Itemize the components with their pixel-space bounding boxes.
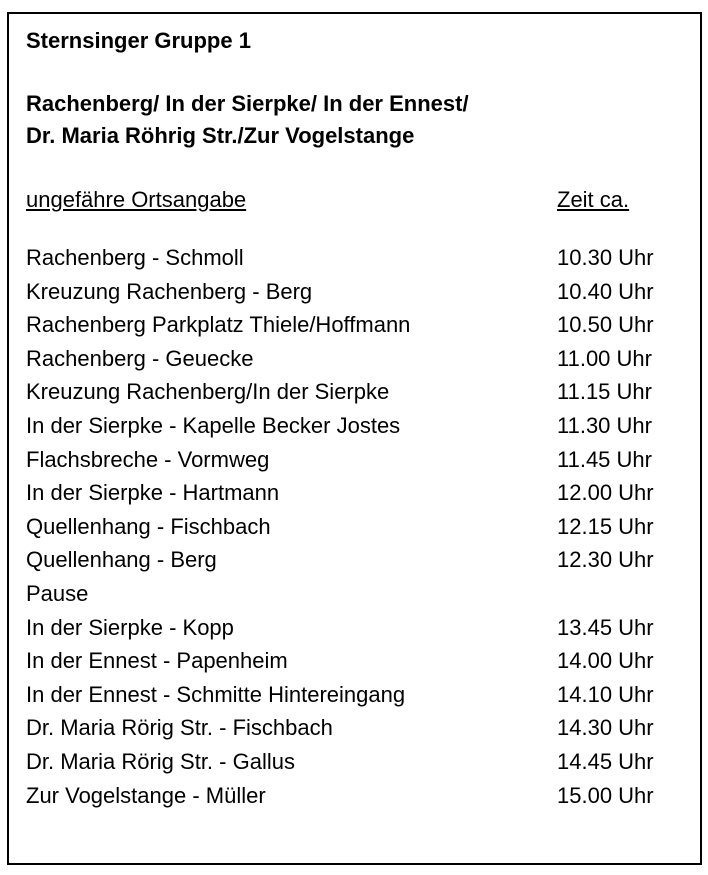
schedule-time: 11.45 Uhr: [557, 446, 652, 472]
schedule-place: Zur Vogelstange - Müller: [26, 782, 266, 808]
schedule-time: 10.30 Uhr: [557, 245, 654, 270]
schedule-time: 14.10 Uhr: [557, 681, 654, 707]
schedule-row: [26, 375, 686, 409]
schedule-time: 12.15 Uhr: [557, 513, 654, 539]
schedule-row: [26, 611, 686, 645]
schedule-place: Kreuzung Rachenberg - Berg: [26, 278, 313, 304]
schedule-row: [26, 241, 686, 275]
schedule-place: Dr. Maria Rörig Str. - Fischbach: [26, 715, 333, 741]
schedule-place: Rachenberg - Schmoll: [26, 245, 244, 270]
schedule-place: Dr. Maria Rörig Str. - Gallus: [26, 748, 295, 774]
schedule-place: Kreuzung Rachenberg/In der Sierpke: [26, 379, 390, 405]
schedule-row: [26, 342, 686, 376]
schedule-place: Quellenhang - Fischbach: [26, 513, 271, 539]
schedule-row: [26, 678, 686, 712]
schedule-row: [26, 275, 686, 309]
schedule-row: [26, 711, 686, 745]
schedule-row: [26, 308, 686, 342]
schedule-place: In der Ennest - Schmitte Hintereingang: [26, 681, 406, 707]
route-title-line-2: Dr. Maria Röhrig Str./Zur Vogelstange: [26, 123, 415, 148]
schedule-row: [26, 409, 686, 443]
schedule-place: Rachenberg - Geuecke: [26, 345, 254, 371]
schedule-row: [26, 510, 686, 544]
schedule-row: [26, 779, 686, 813]
schedule-row-pause: [26, 577, 686, 611]
schedule-row: [26, 745, 686, 779]
schedule-time: 12.30 Uhr: [557, 547, 654, 573]
route-title: [26, 88, 469, 152]
schedule-row: [26, 543, 686, 577]
schedule-time: 15.00 Uhr: [557, 782, 654, 808]
schedule-place: Flachsbreche - Vormweg: [26, 446, 270, 472]
schedule-time: 11.30 Uhr: [557, 412, 652, 438]
schedule-list: [26, 241, 686, 812]
schedule-time: 12.00 Uhr: [557, 480, 654, 506]
schedule-place: In der Sierpke - Kopp: [26, 614, 234, 640]
schedule-time: 13.45 Uhr: [557, 614, 654, 640]
schedule-time: 10.50 Uhr: [557, 312, 654, 338]
schedule-time: 11.00 Uhr: [557, 345, 652, 371]
column-header-time: Zeit ca.: [557, 187, 630, 212]
schedule-row: [26, 644, 686, 678]
schedule-place: Pause: [26, 580, 89, 606]
schedule-time: 10.40 Uhr: [557, 278, 654, 304]
schedule-place: In der Ennest - Papenheim: [26, 648, 288, 674]
schedule-row: [26, 476, 686, 510]
group-title: Sternsinger Gruppe 1: [26, 28, 251, 53]
schedule-time: 14.00 Uhr: [557, 648, 654, 674]
schedule-time: 11.15 Uhr: [557, 379, 652, 405]
schedule-row: [26, 443, 686, 477]
schedule-place: Rachenberg Parkplatz Thiele/Hoffmann: [26, 312, 411, 338]
column-header-place: ungefähre Ortsangabe: [26, 187, 247, 212]
schedule-place: In der Sierpke - Kapelle Becker Jostes: [26, 412, 401, 438]
schedule-time: 14.45 Uhr: [557, 748, 654, 774]
schedule-time: 14.30 Uhr: [557, 715, 654, 741]
schedule-place: In der Sierpke - Hartmann: [26, 480, 280, 506]
route-title-line-1: Rachenberg/ In der Sierpke/ In der Ennest/: [26, 91, 469, 116]
schedule-place: Quellenhang - Berg: [26, 547, 217, 573]
